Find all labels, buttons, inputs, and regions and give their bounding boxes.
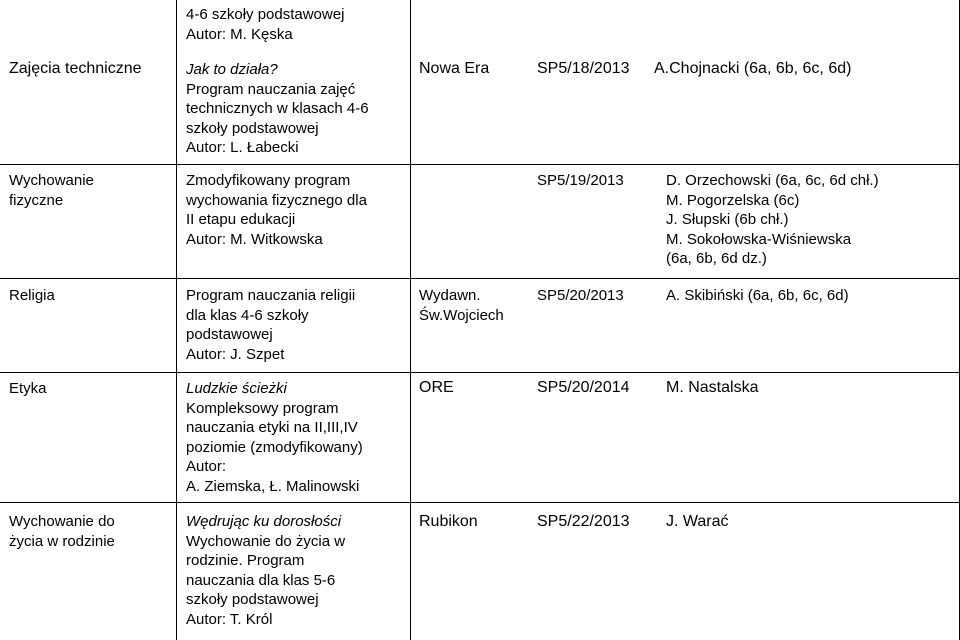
table-row [0, 165, 960, 278]
publisher-name: Rubikon [419, 513, 478, 530]
table-row [0, 373, 960, 502]
program-description: Kompleksowy program nauczania etyki na II,III,IV poziomie (zmodyfikowany) Autor: A. Ziemska, Ł. Malinowski [186, 399, 363, 495]
subject-name: Zajęcia techniczne [9, 60, 142, 77]
subject-name: Etyka [9, 380, 47, 397]
program-line: Autor: M. Kęska [186, 26, 293, 43]
program-description: Program nauczania zajęć technicznych w klasach 4-6 szkoły podstawowej Autor: L. Łabecki [186, 80, 369, 157]
teacher-name: A.Chojnacki (6a, 6b, 6c, 6d) [654, 60, 852, 77]
program-description: Zmodyfikowany program wychowania fizycznego dla II etapu edukacji Autor: M. Witkowska [186, 172, 367, 248]
program-number: SP5/22/2013 [537, 513, 630, 530]
program-description: Program nauczania religii dla klas 4-6 szkoły podstawowej Autor: J. Szpet [186, 287, 356, 363]
table-row [0, 279, 960, 372]
table-row [0, 0, 960, 50]
program-description: Wychowanie do życia w rodzinie. Program nauczania dla klas 5-6 szkoły podstawowej Autor: T. Król [186, 532, 346, 628]
program-line: 4-6 szkoły podstawowej [186, 6, 345, 23]
publisher-name: Nowa Era [419, 60, 490, 77]
table-row [0, 50, 960, 164]
program-number: SP5/18/2013 [537, 60, 630, 77]
program-number: SP5/20/2013 [537, 287, 624, 304]
program-title: Ludzkie ścieżki [186, 380, 287, 397]
program-number: SP5/19/2013 [537, 172, 624, 189]
program-title: Wędrując ku dorosłości [186, 513, 342, 530]
program-number: SP5/20/2014 [537, 379, 630, 396]
teacher-name: M. Nastalska [666, 379, 759, 396]
subject-name: Wychowanie fizyczne [9, 172, 94, 209]
teacher-name: J. Warać [666, 513, 729, 530]
subject-name: Religia [9, 287, 55, 304]
publisher-name: ORE [419, 379, 454, 396]
subject-name: Wychowanie do życia w rodzinie [9, 513, 115, 550]
table-row [0, 503, 960, 640]
teacher-name: A. Skibiński (6a, 6b, 6c, 6d) [666, 287, 849, 304]
publisher-name: Wydawn. Św.Wojciech [419, 287, 504, 324]
program-title: Jak to działa? [186, 61, 278, 78]
teacher-name: D. Orzechowski (6a, 6c, 6d chł.) M. Pogorzelska (6c) J. Słupski (6b chł.) M. Sokołowska-Wiśniewska (6a, 6b, 6d dz.) [666, 172, 879, 268]
